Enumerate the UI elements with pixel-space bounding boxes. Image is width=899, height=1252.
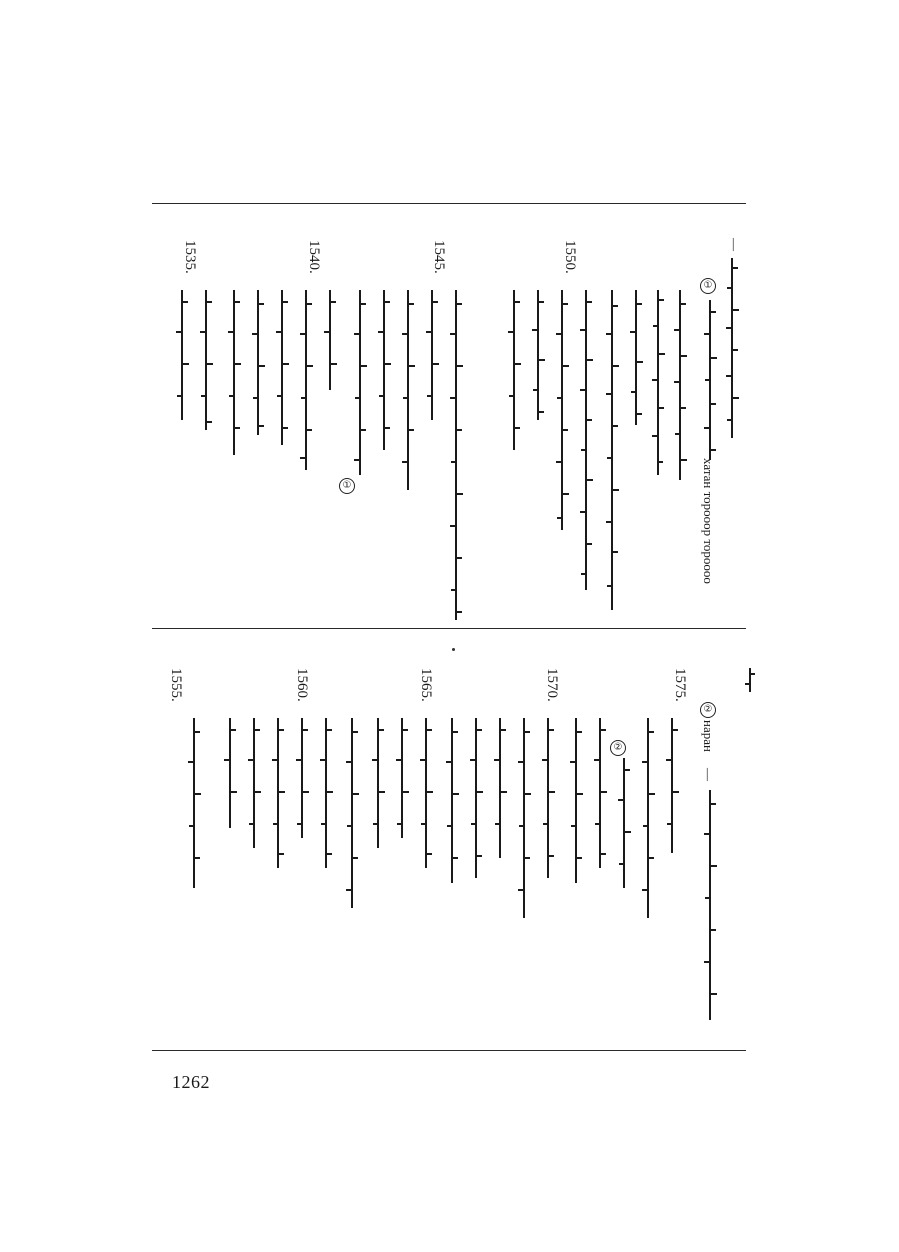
- line-number: 1535.: [182, 240, 198, 274]
- verse-line: [604, 290, 617, 610]
- verse-line: [294, 718, 307, 838]
- lower-footnote-carryover-line: [742, 668, 755, 692]
- verse-line: [400, 290, 413, 490]
- upper-footnote-mongolian-line-2: [702, 300, 715, 460]
- page-number: 1262: [172, 1072, 210, 1092]
- line-number: 1570.: [544, 668, 560, 702]
- verse-line: [448, 290, 461, 620]
- verse-line: [506, 290, 519, 450]
- upper-footnote-mongolian-line-1: [724, 258, 737, 438]
- upper-footnote-marker: ①: [700, 278, 716, 294]
- verse-line: [198, 290, 211, 430]
- verse-line: [650, 290, 663, 475]
- verse-line: [274, 290, 287, 445]
- line-number: 1560.: [294, 668, 310, 702]
- line-number: 1555.: [168, 668, 184, 702]
- verse-line: [516, 718, 529, 918]
- verse-line: [370, 718, 383, 848]
- verse-line: [530, 290, 543, 420]
- verse-line: [540, 718, 553, 878]
- verse-line: [468, 718, 481, 878]
- line-number: 1540.: [306, 240, 322, 274]
- verse-line: [298, 290, 311, 470]
- verse-line: [616, 758, 629, 888]
- center-dot: [452, 648, 455, 651]
- verse-line: [270, 718, 283, 868]
- middle-rule: [152, 628, 746, 629]
- verse-line: [672, 290, 685, 480]
- verse-line: [250, 290, 263, 435]
- verse-line: [628, 290, 641, 425]
- verse-line: [554, 290, 567, 530]
- verse-footnote-marker: ②: [610, 740, 626, 756]
- verse-line: [226, 290, 239, 455]
- verse-line: [352, 290, 365, 475]
- verse-footnote-marker: ①: [339, 478, 355, 494]
- line-number: 1550.: [562, 240, 578, 274]
- top-rule: [152, 203, 746, 204]
- verse-line: [424, 290, 437, 420]
- verse-line: [592, 718, 605, 868]
- upper-footnote-dash: —: [727, 238, 742, 251]
- line-number: 1545.: [431, 240, 447, 274]
- lower-footnote-dash: —: [701, 768, 716, 781]
- verse-line: [640, 718, 653, 918]
- verse-line: [174, 290, 187, 420]
- verse-line: [578, 290, 591, 590]
- line-number: 1575.: [672, 668, 688, 702]
- verse-line: [492, 718, 505, 858]
- upper-footnote-latin: хатан торооор тороооо: [701, 458, 716, 584]
- line-number: 1565.: [418, 668, 434, 702]
- verse-line: [568, 718, 581, 883]
- verse-line: [664, 718, 677, 853]
- verse-line: [394, 718, 407, 838]
- verse-line: [318, 718, 331, 868]
- bottom-rule: [152, 1050, 746, 1051]
- verse-line: [418, 718, 431, 868]
- verse-line: [344, 718, 357, 908]
- lower-footnote-latin: наран: [701, 720, 716, 752]
- verse-line: [322, 290, 335, 390]
- verse-line: [222, 718, 235, 828]
- verse-line: [186, 718, 199, 888]
- lower-footnote-mongolian-line: [702, 790, 715, 1020]
- verse-line: [376, 290, 389, 450]
- verse-line: [246, 718, 259, 848]
- verse-line: [444, 718, 457, 883]
- lower-footnote-marker: ②: [700, 702, 716, 718]
